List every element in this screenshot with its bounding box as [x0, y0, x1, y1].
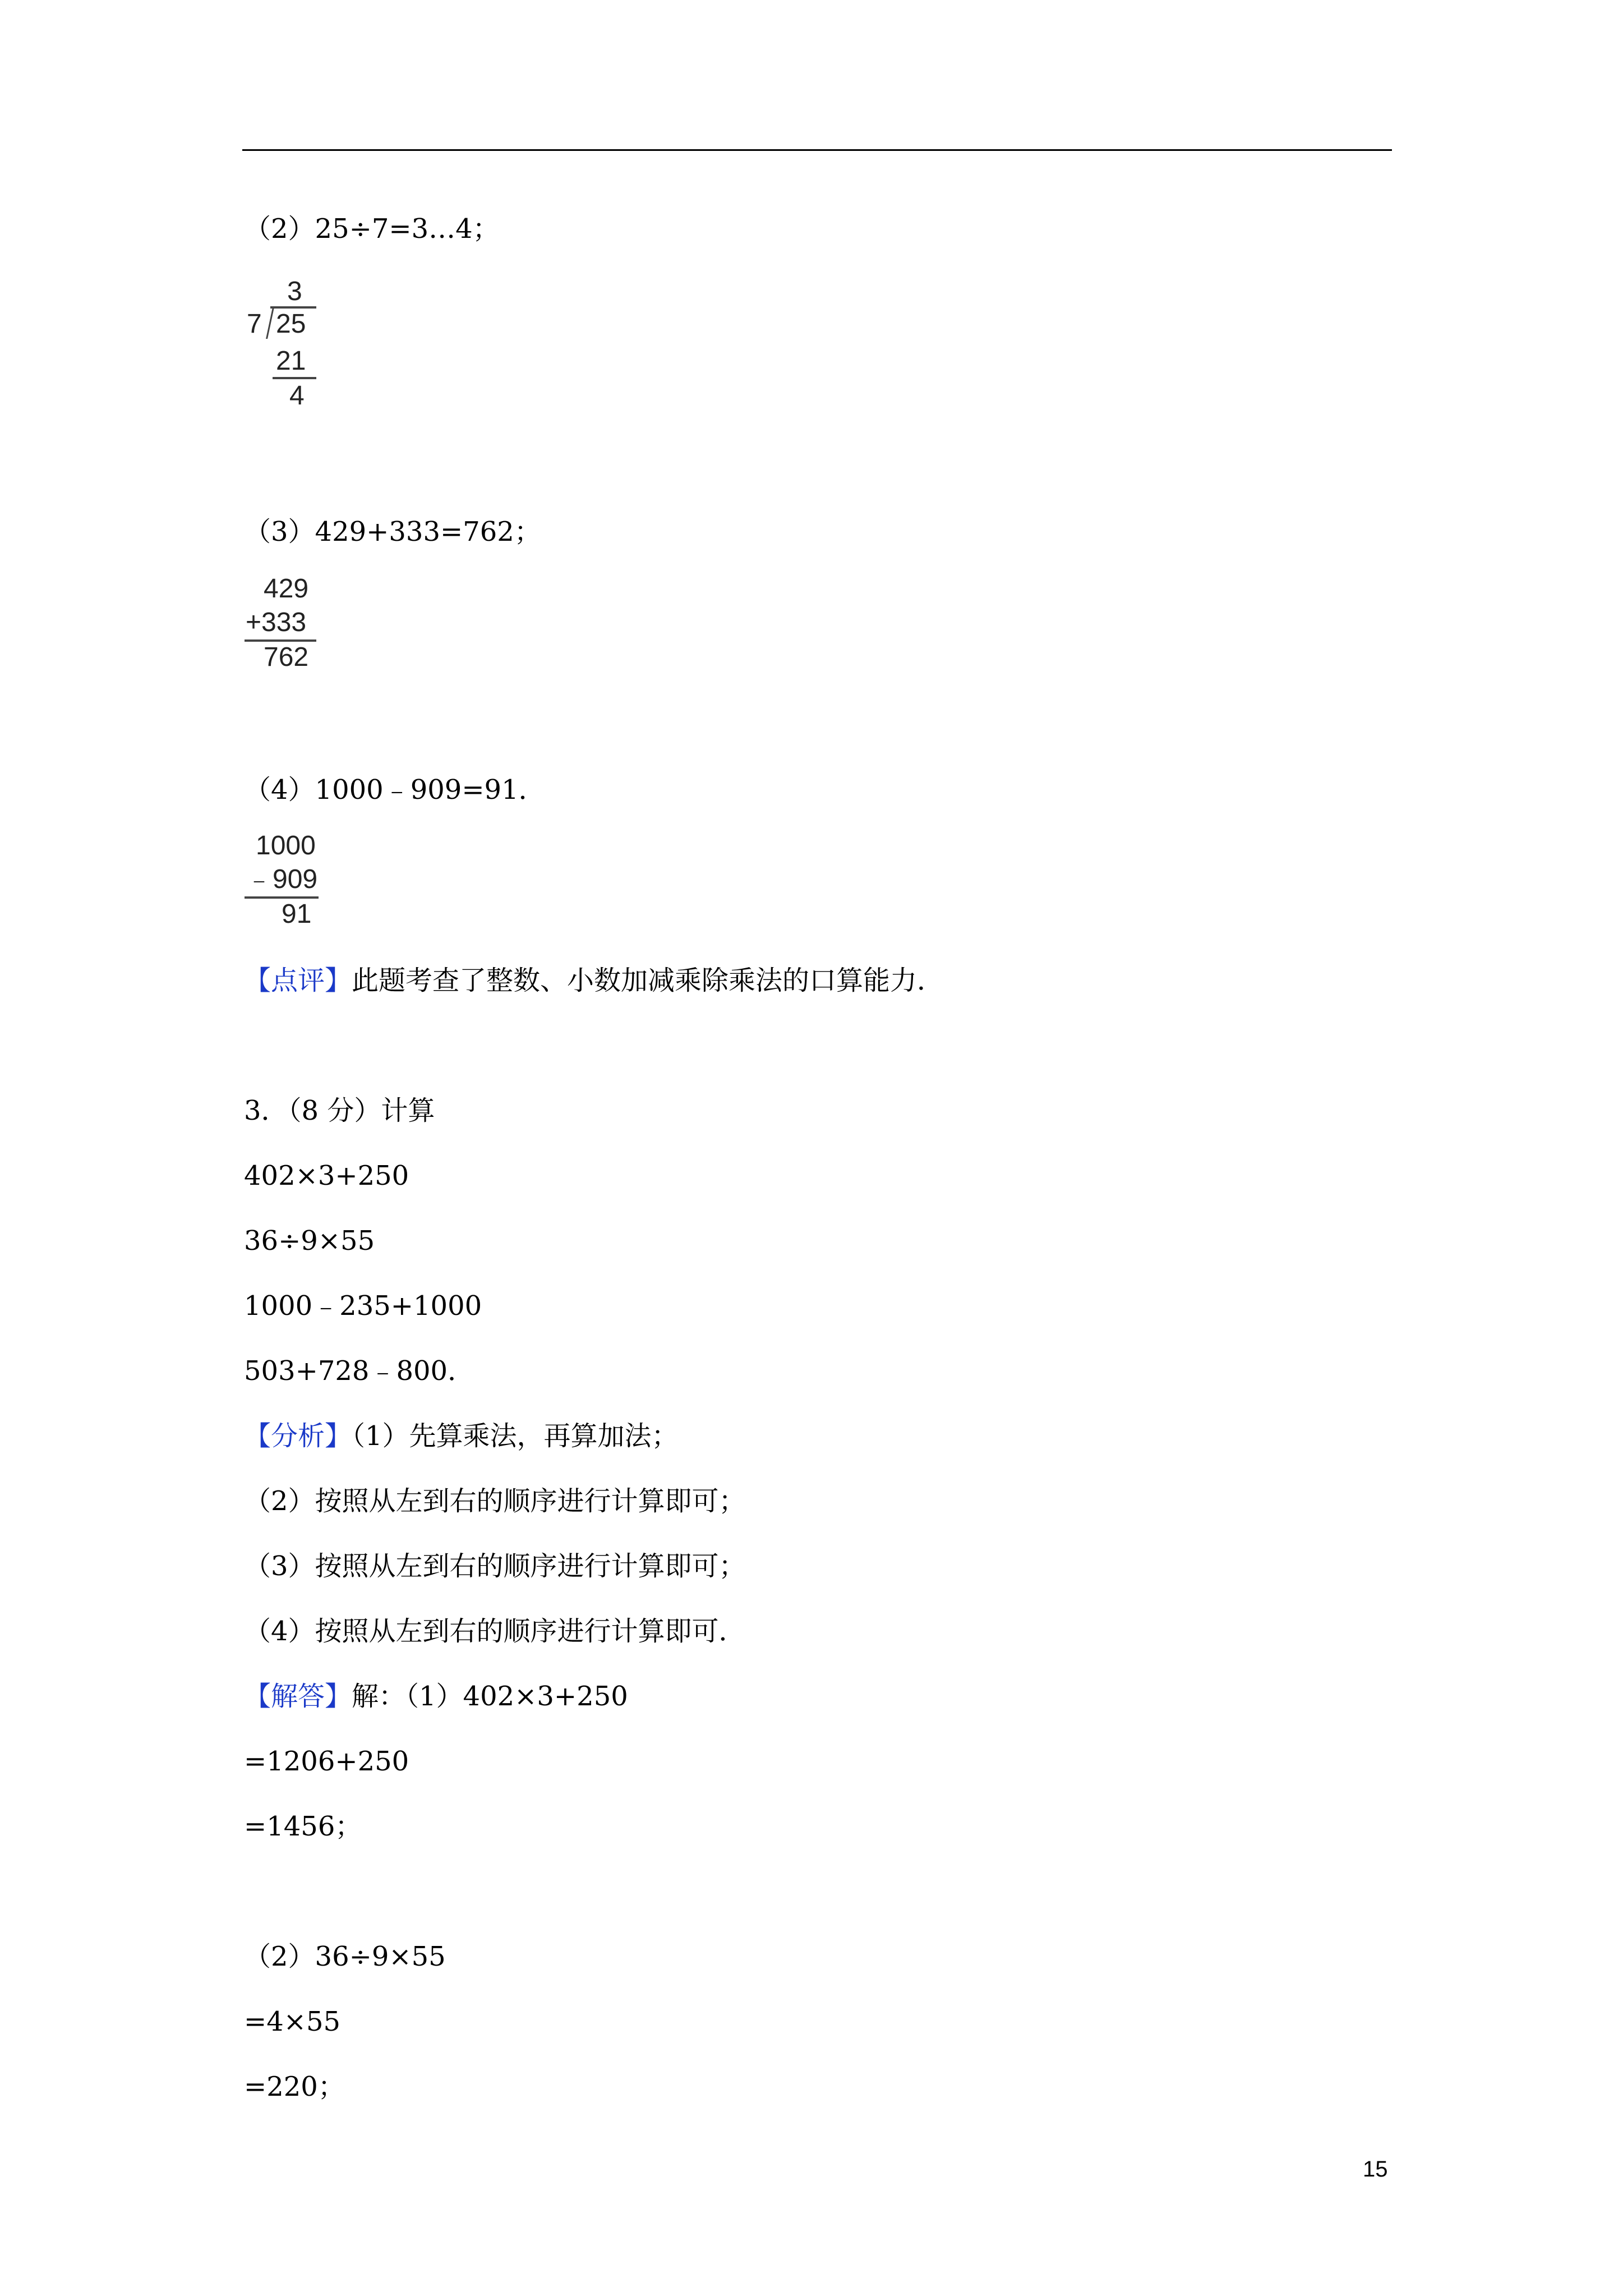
- division-bracket: [266, 307, 274, 339]
- division-divisor: 7: [247, 309, 262, 339]
- analysis-step-3: （3）按照从左到右的顺序进行计算即可；: [244, 1550, 746, 1582]
- solution-step-2a: =4×55: [244, 2006, 341, 2037]
- analysis-step-2: （2）按照从左到右的顺序进行计算即可；: [244, 1485, 746, 1517]
- long-division-work: [241, 275, 331, 415]
- solution-step-2b: =220；: [244, 2071, 345, 2102]
- solution-tag: 【解答】: [244, 1681, 352, 1712]
- review-paragraph: [244, 964, 944, 997]
- solution-first: 解：（1）402×3+250: [352, 1681, 628, 1712]
- analysis-first: （1）先算乘法，再算加法；: [352, 1420, 679, 1452]
- division-dividend: 25: [276, 309, 306, 339]
- expression-1: 402×3+250: [244, 1160, 409, 1191]
- problem3-heading: 3．（8 分）计算: [244, 1095, 435, 1126]
- division-remainder: 4: [289, 381, 305, 411]
- solution-step-1a: =1206+250: [244, 1746, 409, 1777]
- part3-equation: （3）429+333=762；: [244, 516, 541, 547]
- solution-part2: （2）36÷9×55: [244, 1941, 446, 1972]
- vertical-subtraction-work: [245, 829, 334, 936]
- page-number: 15: [1363, 2157, 1388, 2182]
- subtraction-result: 91: [282, 899, 312, 929]
- header-rule: [242, 149, 1392, 151]
- part4-equation: （4）1000﹣909=91．: [244, 774, 546, 806]
- addition-top: 429: [264, 574, 309, 604]
- addition-result: 762: [264, 642, 309, 672]
- solution-paragraph: [244, 1680, 628, 1713]
- expression-2: 36÷9×55: [244, 1225, 375, 1257]
- review-text: 此题考查了整数、小数加减乘除乘法的口算能力．: [352, 965, 944, 996]
- review-tag: 【点评】: [244, 965, 352, 996]
- subtraction-bottom: ﹣909: [246, 864, 318, 894]
- subtraction-top: 1000: [256, 831, 316, 861]
- expression-4: 503+728﹣800．: [244, 1355, 475, 1387]
- division-product: 21: [276, 346, 306, 376]
- division-quotient: 3: [287, 277, 302, 306]
- part2-equation: （2）25÷7=3…4；: [244, 213, 500, 245]
- vertical-addition-work: [245, 572, 334, 679]
- analysis-step-4: （4）按照从左到右的顺序进行计算即可．: [244, 1616, 746, 1647]
- addition-bottom: +333: [246, 608, 307, 637]
- analysis-tag: 【分析】: [244, 1420, 352, 1452]
- analysis-paragraph: [244, 1419, 679, 1453]
- expression-3: 1000﹣235+1000: [244, 1290, 482, 1322]
- solution-step-1b: =1456；: [244, 1811, 362, 1842]
